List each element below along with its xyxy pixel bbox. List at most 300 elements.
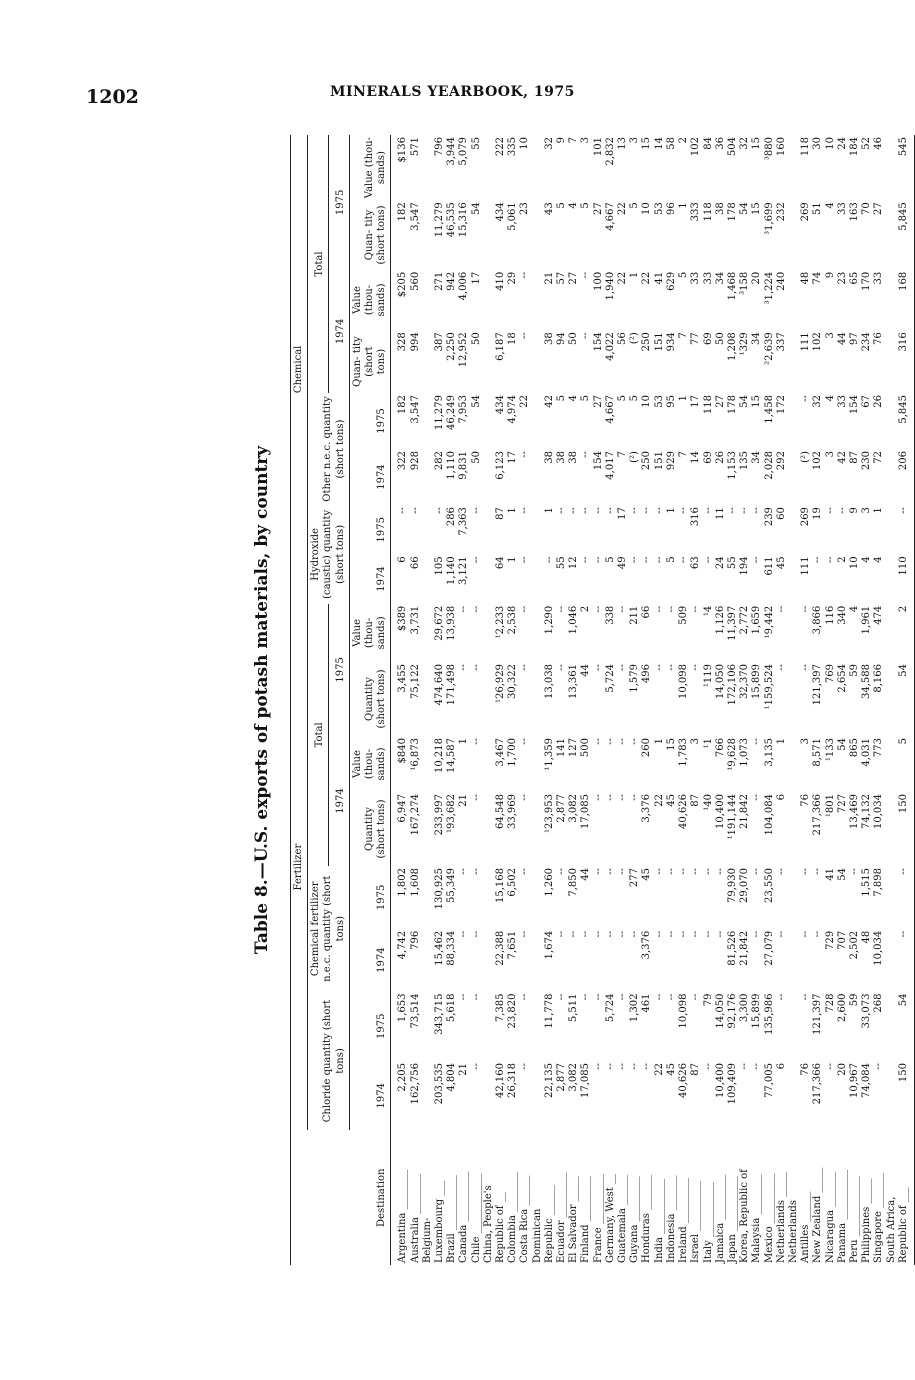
value-cell: 4 [848,605,860,613]
chemical-fertilizer-header: Chemical fertilizer n.e.c. quantity (short tons) [308,866,350,992]
table-row [446,135,458,1265]
destination-cell: South Africa, [885,1196,897,1263]
value-cell: 14 [690,451,702,464]
value-cell: 44 [580,868,592,881]
value-cell: 7,385 [495,993,507,1023]
value-cell: 48 [800,271,812,285]
value-cell: 55 [470,137,482,150]
chem-total-1975-header: 1975 [329,135,350,270]
value-cell: 50 [568,332,580,345]
value-cell: 6 [397,556,409,563]
value-cell [422,505,434,554]
value-cell: ³880 [763,137,775,161]
value-cell: 32 [812,395,824,408]
value-cell: 29,070 [739,868,751,903]
value-cell: 13,361 [568,664,580,700]
value-cell: 73,514 [409,993,421,1029]
value-cell: -- [702,930,714,938]
value-cell: -- [641,1063,653,1070]
value-cell: 15 [751,137,763,150]
value-cell [788,330,800,393]
value-cell: 3,376 [641,930,653,960]
table-row [861,135,873,1265]
value-cell: 26,318 [507,1063,519,1099]
quantity-header: Quantity (short tons) [349,662,391,736]
value-cell [788,505,800,554]
value-cell: 4,667 [604,202,616,231]
value-cell: 118 [800,137,812,157]
value-cell [788,270,800,331]
value-cell: 277 [629,868,641,888]
value-cell [886,393,898,449]
value-cell: -- [653,507,665,514]
value-cell: -- [751,556,763,564]
value-cell: -- [604,738,616,745]
value-cell: 343,715 [434,993,446,1035]
value-cell: 27 [592,202,604,215]
table-row [898,135,915,1265]
destination-cell: New Zealand _____ [812,1167,824,1263]
destination-cell: Nicaragua _______ [824,1171,836,1263]
value-cell: 54 [470,202,482,215]
value-cell: 239 [763,507,775,527]
value-cell: 33 [873,271,885,285]
value-cell: 150 [898,1061,915,1130]
value-cell: 5 [665,556,677,563]
table-row [471,135,483,1265]
value-cell: 14,050 [714,664,726,700]
value-cell: 38 [543,332,555,345]
value-cell: 5,845 [898,200,915,269]
value-cell: -- [800,605,812,613]
value-cell: 26 [714,451,726,464]
value-cell: ³158 [739,271,751,295]
value-cell: 1 [543,507,555,514]
value-cell: 773 [873,738,885,758]
table-row [605,135,617,1265]
value-cell: 55,349 [446,868,458,903]
value-cell: 2,600 [836,993,848,1023]
value-cell: 340 [836,605,848,625]
value-cell: 10,967 [848,1063,860,1099]
value-cell: -- [653,930,665,938]
value-cell: 27 [714,395,726,408]
value-cell: -- [690,930,702,938]
value-cell: 154 [848,395,860,415]
quantity-header: Quan- tity (short tons) [349,200,391,269]
value-cell: 74,084 [861,1063,873,1099]
value-cell: -- [556,993,568,1001]
value-cell: 766 [714,738,726,758]
table-caption: Table 8.—U.S. exports of potash materials, by country [252,445,272,955]
value-cell: 7 [568,137,580,144]
value-cell: -- [641,507,653,514]
value-cell [532,736,544,792]
table-row [764,135,776,1265]
value-cell: -- [592,556,604,564]
value-cell: 545 [898,135,915,200]
value-cell: 474,640 [434,664,446,706]
value-cell: 15 [641,137,653,150]
value-cell: 88,334 [446,930,458,966]
value-cell [886,866,898,929]
value-cell: 7,953 [458,395,470,424]
value-cell: 2,772 [739,605,751,635]
value-cell [483,330,495,393]
value-cell: 1,961 [861,605,873,635]
value-cell [422,866,434,929]
table-row [727,135,739,1265]
value-cell: -- [824,1063,836,1070]
value-cell: -- [641,556,653,564]
value-cell: -- [812,868,824,875]
value-cell: -- [592,993,604,1001]
value-cell: -- [568,507,580,514]
value-cell [788,135,800,200]
value-cell: -- [617,993,629,1001]
value-cell: 168 [898,270,915,331]
value-cell: 11,778 [543,993,555,1029]
value-cell [886,135,898,200]
value-cell: 33 [836,395,848,408]
value-cell: 18 [507,332,519,345]
value-cell: 3,731 [409,605,421,635]
value-cell: -- [751,1063,763,1070]
value-cell: -- [580,507,592,514]
value-cell: -- [519,738,531,745]
value-cell: 3 [861,507,873,514]
value-cell: 410 [495,271,507,291]
table-row [825,135,837,1265]
value-cell: 101 [592,137,604,157]
destination-cell: Belgium- [421,1217,433,1263]
value-cell: -- [678,868,690,875]
value-cell: 1 [775,738,787,745]
table-row [434,135,446,1265]
value-cell: 1,140 [446,556,458,586]
table-row [788,135,800,1265]
value-cell: 22 [653,1063,665,1076]
value-cell [788,792,800,866]
value-cell: 49 [617,556,629,570]
value-cell: 27,079 [763,930,775,966]
value-cell: 100 [592,271,604,291]
value-cell: 141 [556,738,568,758]
value-cell: -- [629,930,641,938]
value-cell [422,736,434,792]
value-cell: 14,587 [446,738,458,773]
value-cell: 151 [653,451,665,471]
value-cell: 57 [556,271,568,285]
value-cell: 23,820 [507,993,519,1029]
value-cell: 53 [653,395,665,408]
value-cell: 10,400 [714,794,726,830]
value-cell: -- [604,868,616,875]
value-cell: 611 [763,556,775,576]
page-header [0,0,855,140]
chemical-header: Chemical [291,135,308,604]
value-cell: 11,279 [434,395,446,431]
value-cell: 11,397 [726,605,738,641]
value-cell: 994 [409,332,421,352]
value-cell: -- [470,1063,482,1070]
table-row [483,135,495,1265]
value-cell: 5 [629,395,641,402]
value-cell [788,393,800,449]
destination-cell: Netherlands _____ [775,1171,787,1263]
value-cell: 33,969 [507,794,519,830]
value-cell: 5 [629,202,641,209]
value-cell: -- [800,664,812,671]
value-cell: 7 [678,451,690,458]
destination-cell: Canada __________ [458,1171,470,1263]
destination-cell: Jamaica _________ [714,1174,726,1263]
value-cell: ¹23,953 [543,794,555,834]
value-cell: 50 [714,332,726,345]
table-row [800,135,812,1265]
value-cell: 4,804 [446,1063,458,1092]
value-cell: -- [775,993,787,1001]
value-cell: 560 [409,271,421,291]
value-cell: ¹159,524 [763,664,775,710]
table-row [544,135,556,1265]
value-cell: -- [653,993,665,1001]
value-cell: $136 [397,137,409,163]
value-cell: 171,498 [446,664,458,706]
value-cell: 3,944 [446,137,458,166]
value-cell: 3 [690,738,702,745]
value-cell: -- [629,738,641,745]
value-cell: 77,005 [763,1063,775,1099]
value-cell: -- [617,738,629,745]
value-cell: 2,877 [556,1063,568,1092]
value-cell: 500 [580,738,592,758]
value-cell: 63 [690,556,702,570]
value-cell: 9,831 [458,451,470,480]
value-cell: 17 [690,395,702,408]
value-cell: 59 [848,993,860,1007]
value-header: Value (thou- sands) [349,604,391,662]
value-cell: 53 [653,202,665,215]
fert-total-1975-header: 1975 [329,604,350,736]
value-cell: 43 [543,202,555,215]
value-cell: 434 [495,202,507,222]
value-cell: -- [458,993,470,1001]
value-cell [532,662,544,736]
value-cell: 67 [861,395,873,408]
table-row [458,135,470,1265]
destination-cell: Brazil ___________ [446,1175,458,1263]
value-cell: 178 [726,202,738,222]
value-cell: 1,783 [678,738,690,767]
value-cell: 217,366 [812,794,824,836]
table-row [391,135,410,1265]
value-cell: 34 [751,451,763,464]
value-cell: 7 [617,451,629,458]
table-row [666,135,678,1265]
destination-cell: Israel __________ [690,1180,702,1263]
value-cell: 1,579 [629,664,641,693]
value-cell [788,1061,800,1130]
value-cell: 76 [800,1063,812,1076]
value-cell: 3,455 [397,664,409,693]
year-header: 1975 [349,505,391,554]
value-cell: 796 [434,137,446,157]
value-cell: -- [580,993,592,1001]
value-cell: -- [678,556,690,564]
value-cell: -- [604,1063,616,1070]
value-cell: 46,249 [446,395,458,431]
value-cell: 3 [824,332,836,339]
value-cell: 64 [495,556,507,570]
value-cell: 2 [836,556,848,563]
value-cell: 1,653 [397,993,409,1023]
value-cell: -- [751,507,763,514]
value-cell: -- [519,451,531,458]
value-cell: 33 [836,202,848,215]
value-cell: ¹133 [824,738,836,762]
value-cell: -- [629,507,641,514]
value-cell: 33 [690,271,702,285]
value-cell: 8,571 [812,738,824,767]
value-cell: 5 [678,271,690,279]
value-cell: 5 [898,736,915,792]
value-cell: 335 [507,137,519,157]
value-cell: 38 [568,451,580,464]
value-cell: 1,674 [543,930,555,960]
value-cell: 135,986 [763,993,775,1035]
value-cell: 5,061 [507,202,519,231]
value-cell: 58 [665,137,677,150]
value-cell: 1,260 [543,868,555,897]
value-cell: 172 [775,395,787,415]
value-cell: -- [629,794,641,801]
value-cell: 44 [580,664,592,677]
value-cell: 20 [836,1063,848,1076]
value-cell [483,200,495,269]
value-cell: 3,376 [641,794,653,823]
value-cell: 30 [812,137,824,150]
value-cell: 17 [507,451,519,464]
value-cell [532,554,544,603]
value-cell: 728 [824,993,836,1013]
value-cell: -- [751,868,763,875]
value-cell: 178 [726,395,738,415]
value-cell [532,270,544,331]
value-cell: -- [592,794,604,801]
value-cell: -- [800,395,812,402]
value-cell: 150 [898,792,915,866]
destination-cell: Chile ____________ [470,1173,482,1263]
value-cell: 4 [568,395,580,402]
value-cell: 504 [726,137,738,157]
value-cell: 942 [446,271,458,291]
value-cell: 23 [519,202,531,215]
value-cell: 109,409 [726,1063,738,1105]
value-cell: 328 [397,332,409,352]
value-cell: 4 [873,556,885,563]
value-cell: 13,469 [848,794,860,830]
value-cell: -- [665,664,677,671]
value-cell: -- [751,738,763,745]
value-cell: -- [665,993,677,1001]
value-cell: 12 [568,556,580,570]
value-cell: -- [458,605,470,613]
value-cell [532,866,544,929]
destination-cell: Republic ______ [543,1185,555,1263]
value-cell: 6 [775,1063,787,1070]
value-cell: 167,274 [409,794,421,836]
fertilizer-total-header: Total [308,604,329,866]
value-cell: -- [519,556,531,564]
value-cell [483,604,495,662]
value-cell: -- [592,664,604,671]
value-cell: 121,397 [812,993,824,1035]
value-cell: 170 [861,271,873,291]
destination-cell: France __________ [592,1174,604,1263]
value-cell: 1,468 [726,271,738,301]
value-cell [422,330,434,393]
destination-cell: Republic of ___ [898,1131,915,1266]
value-cell: ³1,224 [763,271,775,305]
destination-header: Destination [291,1131,391,1266]
value-cell [422,1061,434,1130]
value-cell [886,792,898,866]
value-cell: 2,028 [763,451,775,480]
value-cell: -- [702,556,714,564]
value-cell: 10,034 [873,930,885,966]
value-cell: -- [519,605,531,613]
value-cell: -- [458,930,470,938]
value-cell: -- [617,930,629,938]
value-cell: 11,279 [434,202,446,238]
value-cell: -- [409,507,421,514]
destination-cell: China, People's [482,1185,494,1263]
value-cell: 97 [848,332,860,345]
value-cell: 1 [665,507,677,514]
value-cell: 15 [751,395,763,408]
value-cell: 54 [898,662,915,736]
value-cell [886,736,898,792]
value-cell: 55 [726,556,738,570]
value-cell [532,449,544,505]
value-cell [483,449,495,505]
value-cell: -- [519,930,531,938]
value-cell [483,792,495,866]
value-cell [422,135,434,200]
value-cell: -- [775,605,787,613]
value-cell: -- [775,664,787,671]
value-cell: -- [812,930,824,938]
value-cell: 34 [751,332,763,345]
value-cell: 11 [714,507,726,520]
value-cell: 15,168 [495,868,507,903]
value-cell: -- [848,868,860,875]
value-cell: 269 [800,202,812,222]
value-cell: 7,363 [458,507,470,536]
value-cell: 94 [556,332,568,345]
value-cell: 3,135 [763,738,775,767]
value-cell [483,929,495,992]
value-cell: 461 [641,993,653,1013]
hydroxide-header: Hydroxide (caustic) quantity (short tons) [308,505,350,604]
value-cell: 3 [580,137,592,144]
value-cell: 54 [739,395,751,408]
value-cell: 102 [690,137,702,157]
value-cell: 14 [653,137,665,150]
value-cell [422,449,434,505]
value-cell: 52 [861,137,873,150]
